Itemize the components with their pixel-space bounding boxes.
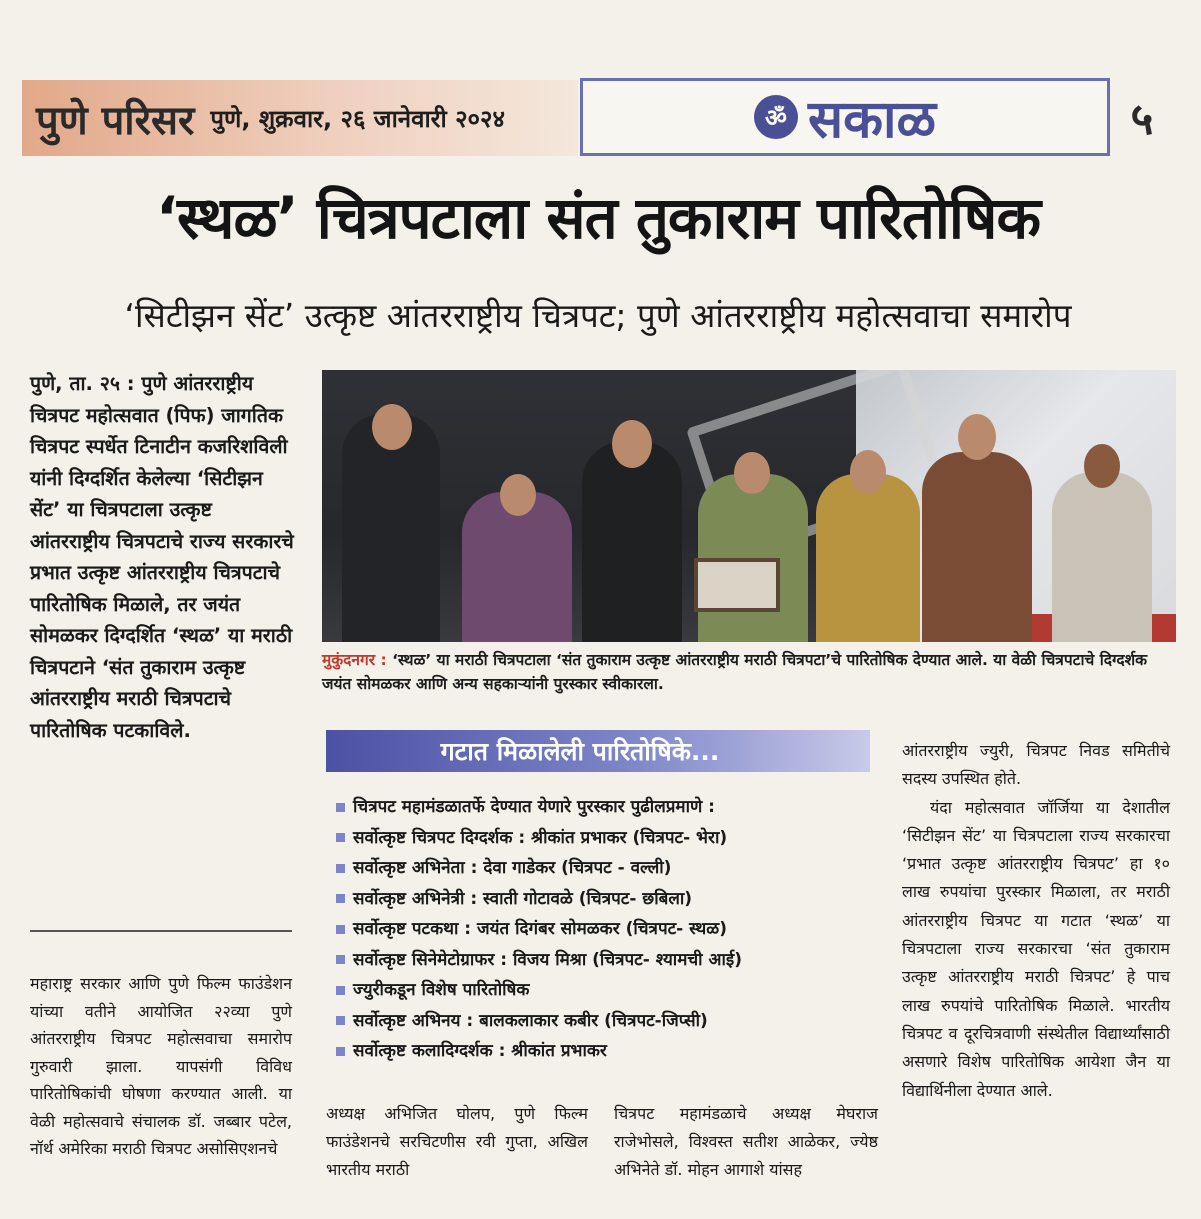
dateline: पुणे, शुक्रवार, २६ जानेवारी २०२४ <box>210 104 505 133</box>
person-silhouette <box>816 474 920 642</box>
bullet-square-icon <box>336 925 345 934</box>
award-item: सर्वोत्कृष्ट अभिनेता : देवा गाडेकर (चित्रपट - वल्ली) <box>336 853 870 884</box>
award-frame <box>694 558 780 612</box>
bullet-square-icon <box>336 864 345 873</box>
person-head <box>612 420 652 468</box>
body-column-1: महाराष्ट्र सरकार आणि पुणे फिल्म फाउंडेशन यांच्या वतीने आयोजित २२व्या पुणे आंतरराष्ट्रीय चित्रपट महोत्सवाचा समारोप गुरुवारी झाला. यापसंगी विविध पारितोषिकांची घोषणा करण्यात आली. या वेळी महोत्सवाचे संचालक डॉ. जब्बार पटेल, नॉर्थ अमेरिका मराठी चित्रपट असोसिएशनचे <box>30 974 292 1158</box>
award-item: चित्रपट महामंडळातर्फे देण्यात येणारे पुरस्कार पुढीलप्रमाणे : <box>336 792 870 823</box>
logo-emblem-icon: ॐ <box>754 95 798 139</box>
caption-text: ‘स्थळ’ या मराठी चित्रपटाला ‘संत तुकाराम उत्कृष्ट आंतरराष्ट्रीय मराठी चित्रपटा’चे पारितोषिक देण्यात आले. या वेळी चित्रपटाचे दिग्दर्शक जयंत सोमळकर आणि अन्य सहकाऱ्यांनी पुरस्कार स्वीकारला. <box>322 651 1148 693</box>
body-column-2: अध्यक्ष अभिजित घोलप, पुणे फिल्म फाउंडेशनचे सरचिटणीस रवी गुप्ता, अखिल भारतीय मराठी <box>326 1104 588 1179</box>
person-head <box>372 404 412 450</box>
newspaper-logo <box>580 78 1110 156</box>
award-item: ज्युरीकडून विशेष पारितोषिक <box>336 975 870 1006</box>
body-column-4-para-2: यंदा महोत्सवात जॉर्जिया या देशातील ‘सिटीझन सेंट’ या चित्रपटाला राज्य सरकारचा ‘प्रभात उत्कृष्ट आंतरराष्ट्रीय चित्रपट’ हा १० लाख रुपयांचा पुरस्कार मिळाला, तर मराठी आंतरराष्ट्रीय चित्रपट या गटात ‘स्थळ’ या चित्रपटाला राज्य सरकारचा ‘संत तुकाराम उत्कृष्ट आंतरराष्ट्रीय मराठी चित्रपट’ हे पाच लाख रुपयांचे पारितोषिक मिळाले. भारतीय चित्रपट व दूरचित्रवाणी संस्थेतील विद्यार्थ्यांसाठी असणारे विशेष पारितोषिक आयेशा जैन या विद्यार्थिनीला देण्यात आले. <box>902 797 1170 1100</box>
lead-paragraph: पुणे, ता. २५ : पुणे आंतरराष्ट्रीय चित्रपट महोत्सवात (पिफ) जागतिक चित्रपट स्पर्धेत टिनाटीन कजरिशविली यांनी दिग्दर्शित केलेल्या ‘सिटीझन सेंट’ या चित्रपटाला उत्कृष्ट आंतरराष्ट्रीय चित्रपटाचे राज्य सरकारचे प्रभात उत्कृष्ट आंतरराष्ट्रीय चित्रपटाचे पारितोषिक मिळाले, तर जयंत सोमळकर दिग्दर्शित ‘स्थळ’ या मराठी चित्रपटाने ‘संत तुकाराम उत्कृष्ट आंतरराष्ट्रीय मराठी चित्रपटाचे पारितोषिक पटकाविले. <box>30 372 294 742</box>
event-photo <box>322 370 1176 642</box>
award-item: सर्वोत्कृष्ट कलादिग्दर्शक : श्रीकांत प्रभाकर <box>336 1036 870 1067</box>
person-head <box>958 414 996 460</box>
caption-location: मुकुंदनगर : <box>322 651 387 669</box>
page-number: ५ <box>1130 94 1154 145</box>
person-head <box>734 452 770 494</box>
body-column-4 <box>902 737 1170 1105</box>
headline: ‘स्थळ’ चित्रपटाला संत तुकाराम पारितोषिक <box>156 184 1040 252</box>
body-column-4-para-1: आंतरराष्ट्रीय ज्युरी, चित्रपट निवड समितीचे सदस्य उपस्थित होते. <box>902 741 1170 789</box>
bullet-square-icon <box>336 833 345 842</box>
award-item: सर्वोत्कृष्ट अभिनेत्री : स्वाती गोटावळे (चित्रपट- छबिला) <box>336 884 870 915</box>
person-silhouette <box>1052 472 1152 642</box>
logo-text: सकाळ <box>807 89 937 150</box>
person-silhouette <box>922 452 1032 642</box>
award-item: सर्वोत्कृष्ट अभिनय : बालकलाकार कबीर (चित्रपट-जिप्सी) <box>336 1006 870 1037</box>
subheadline: ‘सिटीझन सेंट’ उत्कृष्ट आंतरराष्ट्रीय चित्रपट; पुणे आंतरराष्ट्रीय महोत्सवाचा समारोप <box>124 296 1072 335</box>
photo-caption <box>322 648 1176 696</box>
bullet-square-icon <box>336 955 345 964</box>
awards-box-title: गटात मिळालेली पारितोषिके... <box>440 737 720 766</box>
awards-list <box>336 792 870 1067</box>
award-item: सर्वोत्कृष्ट सिनेमेटोग्राफर : विजय मिश्रा (चित्रपट- श्यामची आई) <box>336 945 870 976</box>
person-head <box>1084 444 1120 488</box>
person-head <box>500 474 536 516</box>
bullet-square-icon <box>336 986 345 995</box>
masthead-section-band <box>22 80 578 156</box>
bullet-square-icon <box>336 1016 345 1025</box>
column-divider <box>30 930 292 932</box>
bullet-square-icon <box>336 894 345 903</box>
person-head <box>850 450 886 494</box>
award-item: सर्वोत्कृष्ट पटकथा : जयंत दिगंबर सोमळकर (चित्रपट- स्थळ) <box>336 914 870 945</box>
bullet-square-icon <box>336 803 345 812</box>
body-column-3: चित्रपट महामंडळाचे अध्यक्ष मेघराज राजेभोसले, विश्वस्त सतीश आळेकर, ज्येष्ठ अभिनेते डॉ. मोहन आगाशे यांसह <box>614 1104 878 1179</box>
bullet-square-icon <box>336 1047 345 1056</box>
award-item: सर्वोत्कृष्ट चित्रपट दिग्दर्शक : श्रीकांत प्रभाकर (चित्रपट- भेरा) <box>336 823 870 854</box>
person-silhouette <box>582 442 682 642</box>
section-name: पुणे परिसर <box>36 97 195 144</box>
